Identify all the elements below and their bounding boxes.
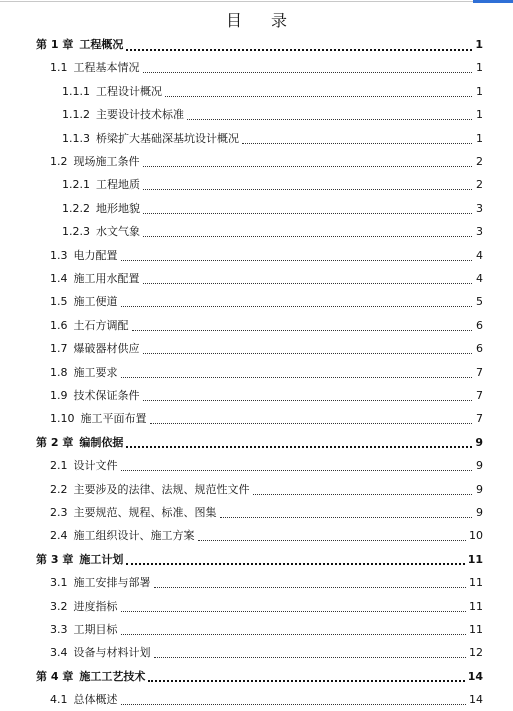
toc-leader-dots (150, 422, 473, 424)
toc-entry[interactable] (50, 481, 483, 499)
toc-entry-page: 1 (476, 61, 483, 75)
toc-entry-label: 编制依据 (79, 435, 124, 449)
top-border-accent (473, 0, 513, 3)
toc-entry[interactable] (50, 293, 483, 311)
toc-entry-label: 技术保证条件 (73, 389, 140, 402)
toc-entry-label: 水文气象 (96, 225, 140, 239)
toc-entry-page: 6 (476, 342, 483, 356)
toc-entry-label: 电力配置 (73, 248, 118, 262)
toc-entry-label: 进度指标 (73, 599, 118, 613)
toc-entry-page: 11 (469, 576, 483, 590)
toc-entry-number: 2.2 (50, 482, 68, 496)
toc-entry-label: 主要规范、规程、标准、图集 (73, 506, 217, 519)
toc-leader-dots (154, 586, 467, 588)
toc-entry-label: 设备与材料计划 (73, 646, 151, 660)
toc-entry-number: 第 1 章 (36, 38, 74, 51)
toc-entry-number: 1.2.2 (62, 201, 90, 215)
toc-entry[interactable] (62, 106, 483, 124)
toc-leader-dots (121, 469, 473, 471)
toc-leader-dots (143, 188, 472, 190)
toc-leader-dots (143, 235, 472, 237)
toc-entry[interactable] (62, 83, 483, 101)
toc-entry-label: 施工组织设计、施工方案 (73, 529, 195, 543)
toc-entry[interactable] (50, 364, 483, 382)
toc-entry-number: 1.4 (50, 272, 68, 285)
toc-entry-number: 第 2 章 (36, 435, 74, 449)
toc-leader-dots (121, 610, 467, 612)
toc-entry-label: 现场施工条件 (73, 155, 140, 168)
toc-entry-number: 第 4 章 (36, 669, 74, 683)
toc-entry-label: 施工安排与部署 (73, 576, 151, 590)
toc-entry-page: 7 (476, 365, 483, 379)
toc-entry-number: 3.1 (50, 576, 68, 590)
toc-leader-dots (121, 703, 467, 705)
toc-leader-dots (143, 71, 473, 73)
toc-entry-number: 1.3 (50, 248, 68, 262)
toc-entry[interactable] (62, 200, 483, 218)
toc-entry-number: 1.2.1 (62, 178, 90, 192)
toc-entry[interactable] (50, 574, 483, 592)
toc-entry[interactable] (62, 130, 483, 148)
toc-entry[interactable] (50, 340, 483, 358)
toc-leader-dots (143, 352, 473, 354)
toc-entry[interactable] (50, 644, 483, 662)
toc-entry-page: 14 (469, 693, 483, 707)
toc-entry[interactable] (36, 551, 483, 569)
toc-entry-label: 主要涉及的法律、法规、规范性文件 (73, 482, 250, 496)
toc-entry-page: 1 (475, 38, 483, 51)
toc-entry-number: 1.10 (50, 412, 75, 426)
toc-entry-page: 14 (467, 669, 483, 683)
toc-entry-label: 施工计划 (79, 552, 124, 566)
toc-leader-dots (121, 305, 473, 307)
toc-entry-page: 1 (476, 131, 483, 145)
toc-entry-page: 1 (476, 84, 483, 98)
toc-entry-page: 4 (476, 248, 483, 262)
toc-entry[interactable] (50, 598, 483, 616)
toc-entry-label: 主要设计技术标准 (96, 108, 184, 122)
toc-leader-dots (121, 633, 467, 635)
toc-entry-number: 1.5 (50, 295, 68, 309)
toc-entry[interactable] (50, 317, 483, 335)
toc-leader-dots (143, 212, 472, 214)
toc-entry-label: 爆破器材供应 (73, 342, 140, 356)
toc-entry-number: 2.3 (50, 506, 68, 519)
toc-entry-label: 施工用水配置 (73, 272, 140, 285)
toc-entry-number: 1.1 (50, 61, 68, 75)
toc-entry-page: 9 (475, 435, 483, 449)
toc-entry-number: 1.6 (50, 318, 68, 332)
toc-entry-page: 6 (476, 318, 483, 332)
toc-entry[interactable] (62, 223, 483, 241)
toc-entry[interactable] (50, 59, 483, 77)
toc-leader-dots (198, 539, 467, 541)
toc-entry-label: 桥梁扩大基础深基坑设计概况 (96, 131, 239, 145)
toc-entry-page: 2 (476, 178, 483, 192)
toc-entry[interactable] (62, 176, 483, 194)
toc-entry-label: 地形地貌 (96, 201, 140, 215)
toc-entry[interactable] (36, 434, 483, 452)
toc-entry-page: 5 (476, 295, 483, 309)
toc-leader-dots (187, 118, 472, 120)
toc-entry-number: 4.1 (50, 693, 68, 707)
toc-leader-dots (132, 329, 473, 331)
toc-leader-dots (154, 656, 467, 658)
toc-leader-dots (121, 259, 473, 261)
toc-entry[interactable] (36, 668, 483, 686)
toc-entry-page: 11 (469, 599, 483, 613)
toc-entry-page: 9 (476, 506, 483, 519)
toc-entry[interactable] (50, 504, 483, 522)
toc-leader-dots (126, 48, 472, 51)
toc-entry-page: 7 (476, 412, 483, 426)
toc-entry-label: 工程基本情况 (73, 61, 140, 75)
toc-entry-number: 1.9 (50, 389, 68, 402)
toc-entry-page: 3 (476, 225, 483, 239)
toc-entry[interactable] (50, 247, 483, 265)
toc-entry-label: 施工便道 (73, 295, 118, 309)
toc-entry-page: 3 (476, 201, 483, 215)
toc-entry-page: 7 (476, 389, 483, 402)
toc-leader-dots (126, 562, 464, 565)
toc-leader-dots (143, 399, 473, 401)
toc-entry-label: 工期目标 (73, 623, 118, 636)
toc-entry[interactable] (50, 527, 483, 545)
toc-entry-page: 4 (476, 272, 483, 285)
toc-entry-label: 工程地质 (96, 178, 140, 192)
toc-entry[interactable] (50, 457, 483, 475)
toc-leader-dots (121, 376, 473, 378)
toc-entry-page: 9 (476, 459, 483, 473)
toc-entry-page: 2 (476, 155, 483, 168)
toc-entry[interactable] (36, 36, 483, 54)
toc-entry[interactable] (50, 621, 483, 639)
toc-leader-dots (220, 516, 473, 518)
toc-entry-number: 1.2 (50, 155, 68, 168)
toc-entry-label: 施工工艺技术 (79, 669, 146, 683)
toc-entry-number: 3.2 (50, 599, 68, 613)
toc-entry-number: 2.4 (50, 529, 68, 543)
toc-entry-page: 9 (476, 482, 483, 496)
toc-entry-number: 1.7 (50, 342, 68, 356)
toc-entry[interactable] (50, 410, 483, 428)
toc-leader-dots (143, 282, 473, 284)
toc-entry-number: 3.4 (50, 646, 68, 660)
toc-entry-page: 10 (469, 529, 483, 543)
toc-entry-label: 施工平面布置 (80, 412, 147, 426)
toc-entry-page: 11 (469, 623, 483, 636)
toc-entry[interactable] (50, 153, 483, 171)
toc-leader-dots (148, 679, 464, 682)
toc-entry-label: 工程设计概况 (96, 84, 162, 98)
toc-entry-page: 12 (469, 646, 483, 660)
toc-entry-number: 第 3 章 (36, 552, 74, 566)
toc-leader-dots (242, 142, 472, 144)
toc-leader-dots (165, 95, 472, 97)
toc-entry-number: 2.1 (50, 459, 68, 473)
toc-entry-number: 1.1.1 (62, 84, 90, 98)
toc-entry-number: 3.3 (50, 623, 68, 636)
toc-leader-dots (126, 445, 472, 448)
toc-entry-number: 1.2.3 (62, 225, 90, 239)
toc-entry-label: 总体概述 (73, 693, 118, 707)
toc-entry-label: 土石方调配 (73, 318, 129, 332)
toc-entry-number: 1.1.3 (62, 131, 90, 145)
toc-entry[interactable] (50, 387, 483, 405)
top-border-line (0, 1, 473, 2)
toc-entry[interactable] (50, 270, 483, 288)
toc-entry-page: 11 (467, 552, 483, 566)
toc-leader-dots (143, 165, 473, 167)
toc-entry[interactable] (50, 691, 483, 709)
toc-leader-dots (253, 493, 473, 495)
top-border (0, 0, 513, 4)
toc-title: 目 录 (225, 11, 300, 30)
toc-entry-label: 工程概况 (79, 38, 124, 51)
toc-entry-number: 1.1.2 (62, 108, 90, 122)
toc-entry-label: 设计文件 (73, 459, 118, 473)
toc-entry-page: 1 (476, 108, 483, 122)
toc-entry-number: 1.8 (50, 365, 68, 379)
toc-entry-label: 施工要求 (73, 365, 118, 379)
